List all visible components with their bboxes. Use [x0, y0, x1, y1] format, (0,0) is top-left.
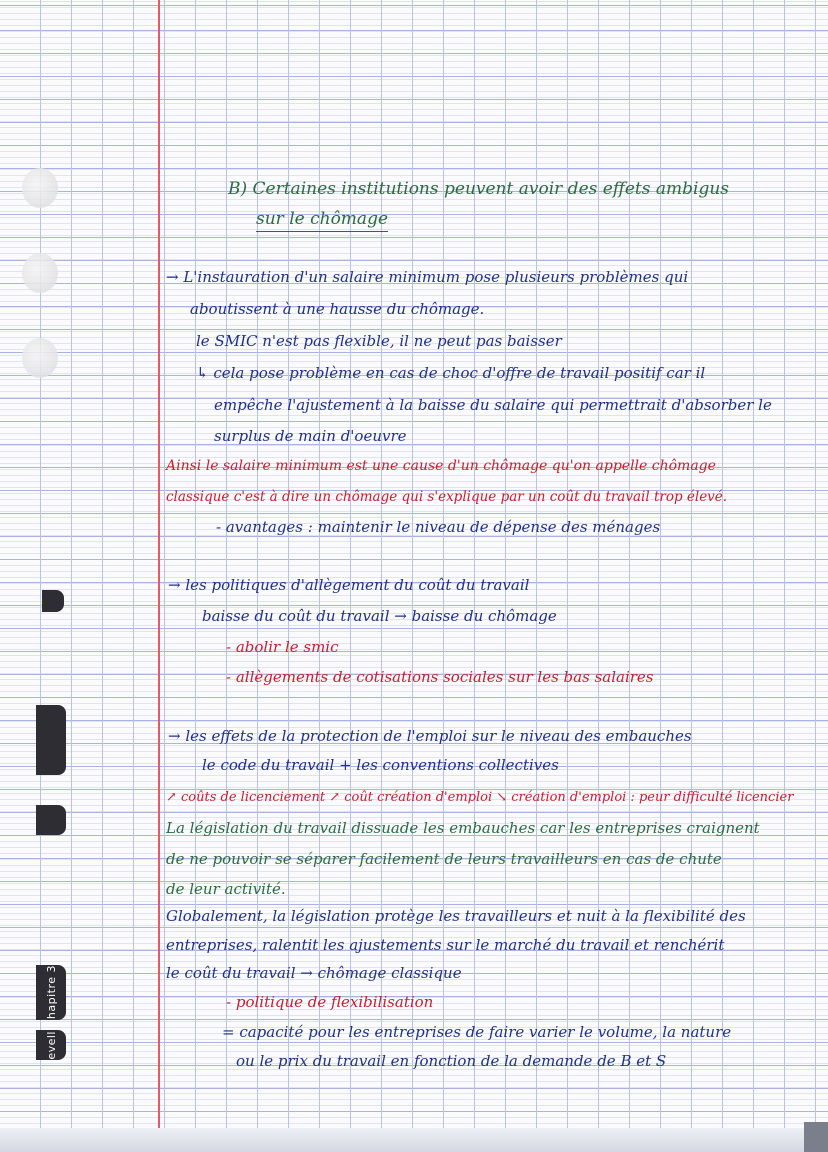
politiques-line-4: - allègements de cotisations sociales sur les bas salaires — [226, 668, 654, 686]
salaire-line-2: aboutissent à une hausse du chômage. — [190, 300, 485, 318]
conclusion-line-1: Ainsi le salaire minimum est une cause d'un chômage qu'on appelle chômage — [166, 458, 716, 474]
protection-red-line: ↗ coûts de licenciement ↗ coût création d'emploi ↘ création d'emploi : peur difficulté licencier — [166, 790, 794, 805]
flex-line-3: ou le prix du travail en fonction de la demande de B et S — [236, 1052, 667, 1070]
politiques-line-2: baisse du coût du travail → baisse du chômage — [202, 607, 557, 625]
binder-hole — [22, 253, 58, 293]
binder-tab-chapter-2 — [36, 1030, 66, 1060]
salaire-line-6: surplus de main d'oeuvre — [214, 427, 407, 445]
salaire-line-3: le SMIC n'est pas flexible, il ne peut pas baisser — [196, 332, 562, 350]
flex-line-1: - politique de flexibilisation — [226, 993, 434, 1011]
legislation-line-2: de ne pouvoir se séparer facilement de leurs travailleurs en cas de chute — [166, 850, 722, 868]
global-line-1: Globalement, la législation protège les travailleurs et nuit à la flexibilité des — [166, 907, 746, 925]
binder-tab-marker — [42, 590, 64, 612]
salaire-line-5: empêche l'ajustement à la baisse du salaire qui permettrait d'absorber le — [214, 396, 772, 414]
legislation-line-1: La législation du travail dissuade les embauches car les entreprises craignent — [166, 819, 760, 837]
binder-tab-marker — [36, 705, 66, 775]
binder-hole — [22, 168, 58, 208]
binder-tab-marker — [36, 805, 66, 835]
salaire-line-1: → L'instauration d'un salaire minimum pose plusieurs problèmes qui — [166, 268, 689, 286]
protection-line-2: le code du travail + les conventions collectives — [202, 756, 559, 774]
binder-tab-label: hapitre 3 — [44, 965, 58, 1020]
margin-line — [158, 0, 160, 1152]
avantages-line: - avantages : maintenir le niveau de dépense des ménages — [216, 518, 661, 536]
binder-tab-label-2: evell — [44, 1030, 58, 1060]
salaire-line-4: ↳ cela pose problème en cas de choc d'offre de travail positif car il — [196, 364, 706, 382]
conclusion-line-2: classique c'est à dire un chômage qui s'explique par un coût du travail trop élevé. — [166, 489, 728, 505]
page-corner — [804, 1122, 828, 1152]
global-line-3: le coût du travail → chômage classique — [166, 964, 462, 982]
binder-hole — [22, 338, 58, 378]
protection-line-1: → les effets de la protection de l'emploi sur le niveau des embauches — [168, 727, 692, 745]
page-bottom-edge — [0, 1128, 828, 1152]
flex-line-2: = capacité pour les entreprises de faire varier le volume, la nature — [222, 1023, 732, 1041]
legislation-line-3: de leur activité. — [166, 880, 286, 898]
politiques-line-1: → les politiques d'allègement du coût du travail — [168, 576, 530, 594]
binder-tab-chapter — [36, 965, 66, 1020]
section-title-line2: sur le chômage — [256, 208, 388, 232]
politiques-line-3: - abolir le smic — [226, 638, 339, 656]
global-line-2: entreprises, ralentit les ajustements sur le marché du travail et renchérit — [166, 936, 725, 954]
section-title-line1: B) Certaines institutions peuvent avoir des effets ambigus — [228, 179, 730, 199]
